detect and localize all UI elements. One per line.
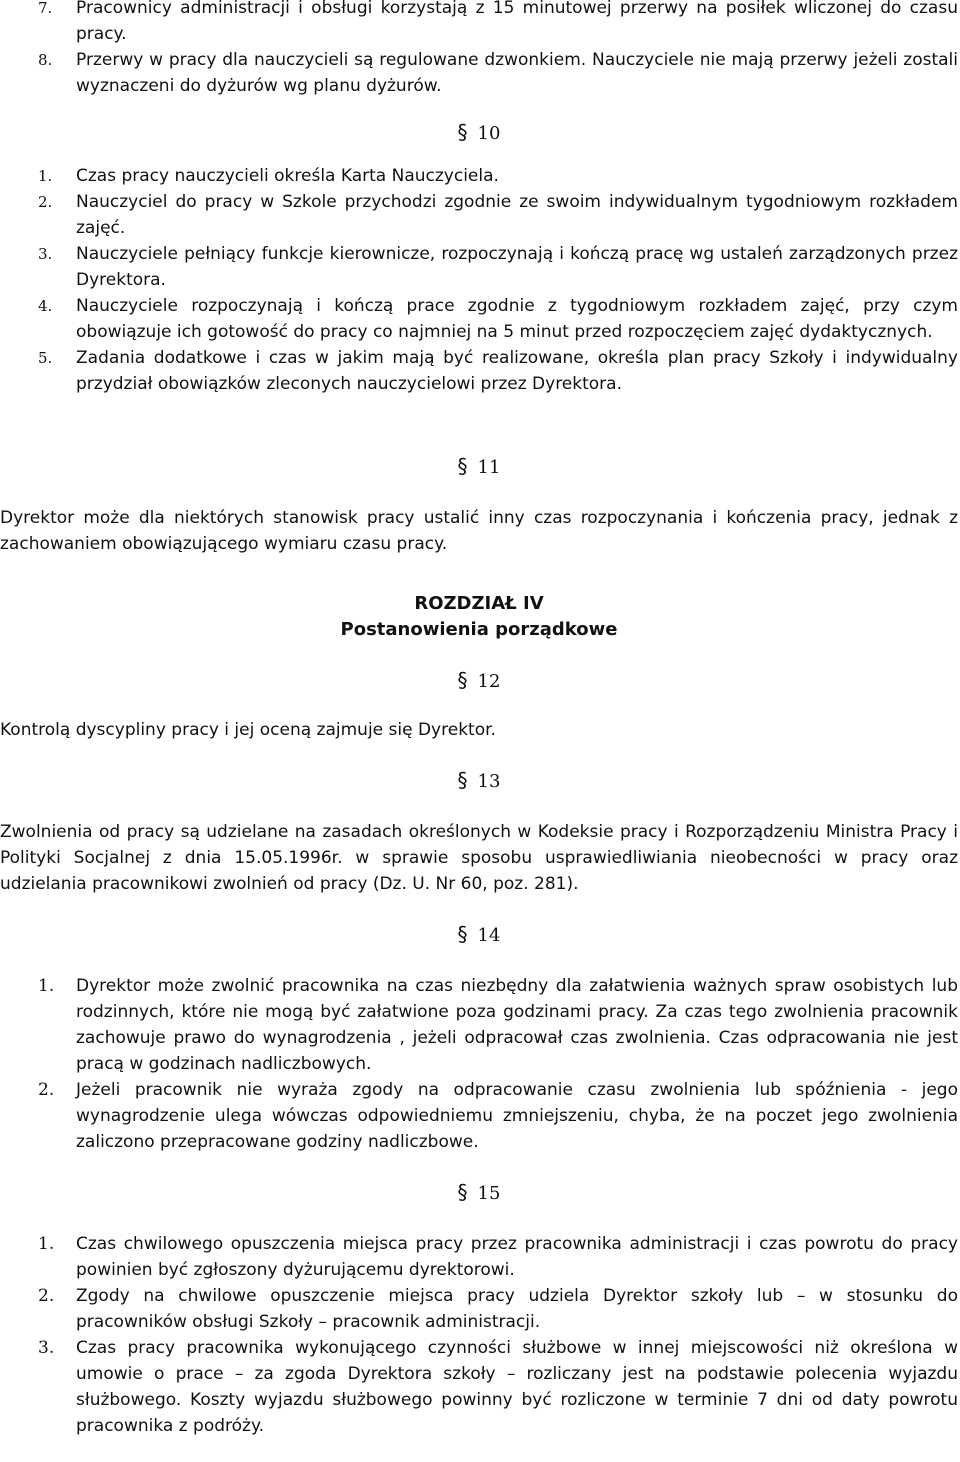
section-heading-14 [0,921,958,949]
work-break-list [0,0,958,99]
list-item-text: Nauczyciele rozpoczynają i kończą prace zgodnie z tygodniowym rozkładem zajęć, przy czym obowiązuje ich gotowość do pracy co najmniej na 5 minut przed rozpoczęciem zajęć dydaktycznych. [76,296,958,342]
list-item-text: Dyrektor może zwolnić pracownika na czas niezbędny dla załatwienia ważnych spraw osobistych lub rodzinnych, które nie mogą być załatwione poza godzinami pracy. Za czas tego zwolnienia pracownik zachowuje prawo do wynagrodzenia , jeżeli odpracował czas zwolnienia. Czas odpracowania nie jest pracą w godzinach nadliczbowych. [76,976,958,1074]
list-item-number: 1. [38,167,53,185]
list-item-text: Czas pracy pracownika wykonującego czynności służbowe w innej miejscowości niż określona w umowie o prace – za zgoda Dyrektora szkoły – rozliczany jest na podstawie polecenia wyjazdu służbowego. Koszty wyjazdu służbowego powinny być rozliczone w terminie 7 dni od daty powrotu pracownika z podróży. [76,1338,958,1436]
list-item-text: Zadania dodatkowe i czas w jakim mają być realizowane, określa plan pracy Szkoły i indywidualny przydział obowiązków zleconych nauczycielowi przez Dyrektora. [76,348,958,394]
chapter-label: ROZDZIAŁ IV [414,593,544,614]
section-15-list [0,1231,958,1439]
section-number: 12 [477,671,501,692]
section-12-paragraph: Kontrolą dyscypliny pracy i jej oceną zajmuje się Dyrektor. [0,720,496,740]
section-number: 11 [477,457,501,478]
list-item-number: 2. [38,1080,55,1100]
section-number: 15 [477,1183,501,1204]
list-item-text: Przerwy w pracy dla nauczycieli są regulowane dzwonkiem. Nauczyciele nie mają przerwy jeżeli zostali wyznaczeni do dyżurów wg planu dyżurów. [76,50,958,96]
section-heading-15 [0,1179,958,1207]
section-heading-12 [0,667,958,695]
section-14-list [0,973,958,1155]
list-item-number: 1. [38,1234,55,1254]
list-item [0,1283,958,1335]
list-item [0,163,958,189]
list-item [0,189,958,241]
section-sign: § [457,1180,468,1204]
list-item [0,1077,958,1155]
list-item-number: 3. [38,1338,55,1358]
list-item [0,345,958,397]
list-item-number: 2. [38,1286,55,1306]
list-item-number: 2. [38,193,53,211]
list-item-number: 5. [38,349,53,367]
list-item-number: 8. [38,51,53,69]
list-item [0,241,958,293]
list-item [0,973,958,1077]
list-item [0,1335,958,1439]
list-item-text: Nauczyciel do pracy w Szkole przychodzi zgodnie ze swoim indywidualnym tygodniowym rozkładem zajęć. [76,192,958,238]
section-10-list [0,163,958,397]
list-item [0,47,958,99]
section-heading-13 [0,767,958,795]
section-sign: § [457,668,468,692]
section-11-paragraph: Dyrektor może dla niektórych stanowisk pracy ustalić inny czas rozpoczynania i kończenia pracy, jednak z zachowaniem obowiązującego wymiaru czasu pracy. [0,508,958,554]
section-13-paragraph: Zwolnienia od pracy są udzielane na zasadach określonych w Kodeksie pracy i Rozporządzeniu Ministra Pracy i Polityki Socjalnej z dnia 15.05.1996r. w sprawie sposobu usprawiedliwiania nieobecności w pracy oraz udzielania pracownikowi zwolnień od pracy (Dz. U. Nr 60, poz. 281). [0,822,958,894]
section-sign: § [457,120,468,144]
section-sign: § [457,768,468,792]
list-item-number: 1. [38,976,55,996]
list-item-number: 7. [38,0,53,17]
section-number: 14 [477,925,501,946]
list-item-text: Jeżeli pracownik nie wyraża zgody na odpracowanie czasu zwolnienia lub spóźnienia - jego wynagrodzenie ulega wówczas odpowiedniemu zmniejszeniu, chyba, że na poczet jego zwolnienia zaliczono przepracowane godziny nadliczbowe. [76,1080,958,1152]
section-heading-11 [0,453,958,481]
list-item-text: Zgody na chwilowe opuszczenie miejsca pracy udziela Dyrektor szkoły lub – w stosunku do pracowników obsługi Szkoły – pracownik administracji. [76,1286,958,1332]
section-number: 10 [477,123,501,144]
section-sign: § [457,454,468,478]
section-number: 13 [477,771,501,792]
list-item [0,293,958,345]
section-sign: § [457,922,468,946]
list-item [0,0,958,47]
section-heading-10 [0,119,958,147]
list-item-text: Czas pracy nauczycieli określa Karta Nauczyciela. [76,166,499,186]
chapter-title: Postanowienia porządkowe [340,619,618,640]
list-item-number: 3. [38,245,53,263]
list-item-text: Nauczyciele pełniący funkcje kierownicze, rozpoczynają i kończą pracę wg ustaleń zarządzonych przez Dyrektora. [76,244,958,290]
list-item-text: Czas chwilowego opuszczenia miejsca pracy przez pracownika administracji i czas powrotu do pracy powinien być zgłoszony dyżurującemu dyrektorowi. [76,1234,958,1280]
list-item [0,1231,958,1283]
list-item-text: Pracownicy administracji i obsługi korzystają z 15 minutowej przerwy na posiłek wliczonej do czasu pracy. [76,0,958,44]
list-item-number: 4. [38,297,53,315]
